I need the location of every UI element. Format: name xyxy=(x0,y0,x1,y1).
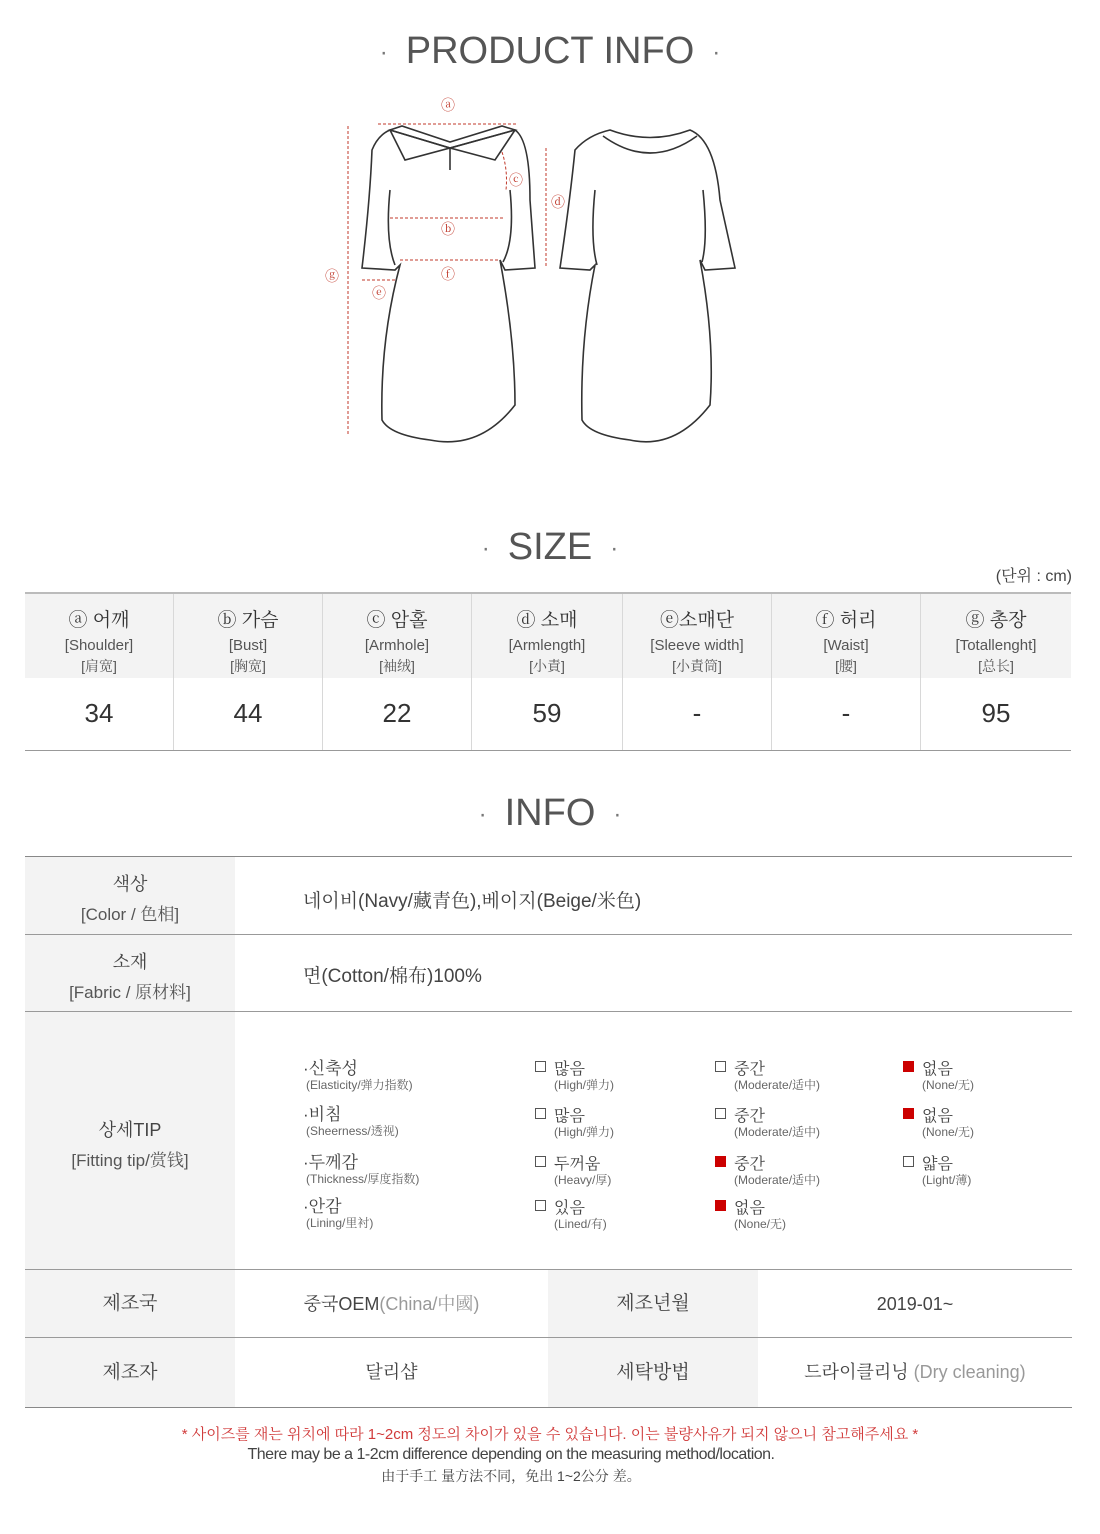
marker-e: ⓔ xyxy=(372,286,386,302)
fabric-value: 면(Cotton/棉布)100% xyxy=(303,966,482,987)
checkbox xyxy=(903,1156,914,1167)
divider xyxy=(322,594,323,750)
checkbox-checked xyxy=(903,1108,914,1119)
tip-thickness-sub: (Thickness/厚度指数) xyxy=(306,1172,420,1186)
notice-korean: * 사이즈를 재는 위치에 따라 1~2cm 정도의 차이가 있을 수 있습니다. 이는 불량사유가 되지 않으니 참고해주세요 * xyxy=(181,1426,919,1443)
marker-d: ⓓ xyxy=(551,195,565,211)
size-value-total-length: 95 xyxy=(981,698,1011,728)
info-title: · INFO · xyxy=(478,792,622,834)
option-sub: (Light/薄) xyxy=(922,1173,972,1187)
tip-elasticity: ·신축성 xyxy=(303,1059,358,1078)
option-sub: (None/无) xyxy=(922,1078,975,1092)
marker-b: ⓑ xyxy=(441,222,455,238)
option-sub: (High/弹力) xyxy=(554,1078,615,1092)
size-value-armlength: 59 xyxy=(532,698,562,728)
info-row-maker-wash xyxy=(25,1338,1072,1407)
marker-g: ⓖ xyxy=(325,269,339,285)
checkbox xyxy=(535,1200,546,1211)
option-label: 없음 xyxy=(922,1108,953,1125)
checkbox-checked xyxy=(715,1200,726,1211)
checkbox xyxy=(715,1061,726,1072)
size-header-armlength: ⓓ 소매 [Armlength] [小責] xyxy=(472,594,622,678)
checkbox-checked xyxy=(903,1061,914,1072)
divider xyxy=(920,594,921,750)
size-value-shoulder: 34 xyxy=(84,698,114,728)
tip-label-sub: [Fitting tip/赏钱] xyxy=(71,1151,189,1170)
divider xyxy=(622,594,623,750)
wash-label: 세탁방법 xyxy=(548,1338,758,1407)
fabric-label: 소재 xyxy=(112,952,148,972)
checkbox xyxy=(535,1156,546,1167)
tip-label-cell xyxy=(25,1012,235,1269)
size-header-bust: ⓑ 가슴 [Bust] [胸宽] xyxy=(174,594,322,678)
info-row-fabric xyxy=(25,935,1072,1012)
option-label: 많음 xyxy=(554,1108,585,1125)
size-header-armhole: ⓒ 암홀 [Armhole] [袖绒] xyxy=(323,594,471,678)
checkbox xyxy=(535,1061,546,1072)
option-label: 있음 xyxy=(554,1200,585,1217)
option-label: 얇음 xyxy=(922,1156,953,1173)
option-sub: (Moderate/适中) xyxy=(734,1173,821,1187)
product-info-title: · PRODUCT INFO · xyxy=(379,30,721,72)
marker-a: ⓐ xyxy=(441,98,455,114)
option-label: 두꺼움 xyxy=(554,1156,601,1173)
maker-value: 달리샵 xyxy=(365,1362,418,1382)
info-row-fitting-tip xyxy=(25,1012,1072,1270)
checkbox xyxy=(535,1108,546,1119)
size-header-sleeve-width: ⓔ소매단 [Sleeve width] [小責筒] xyxy=(623,594,771,678)
tip-sheerness-sub: (Sheerness/透视) xyxy=(306,1124,399,1138)
date-label: 제조년월 xyxy=(548,1270,758,1337)
option-label: 중간 xyxy=(734,1156,765,1173)
option-sub: (None/无) xyxy=(734,1217,787,1231)
unit-label: (단위 : cm) xyxy=(995,568,1072,585)
info-row-country-date xyxy=(25,1270,1072,1338)
maker-label: 제조자 xyxy=(25,1338,235,1407)
option-label: 없음 xyxy=(734,1200,765,1217)
dress-measurement-diagram xyxy=(310,90,770,460)
info-table xyxy=(25,856,1072,1408)
divider xyxy=(471,594,472,750)
fabric-label-sub: [Fabric / 原材料] xyxy=(69,983,191,1002)
option-sub: (Moderate/适中) xyxy=(734,1125,821,1139)
notice-english: There may be a 1-2cm difference depending on the measuring method/location. xyxy=(247,1446,775,1463)
tip-elasticity-sub: (Elasticity/弹力指数) xyxy=(306,1078,413,1092)
country-value: 중국OEM(China/中國) xyxy=(303,1294,480,1314)
checkbox xyxy=(715,1108,726,1119)
option-label: 많음 xyxy=(554,1061,585,1078)
date-value: 2019-01~ xyxy=(876,1294,954,1314)
option-label: 중간 xyxy=(734,1061,765,1078)
color-label: 색상 xyxy=(112,874,148,894)
fabric-label-cell xyxy=(25,935,235,1011)
option-sub: (High/弹力) xyxy=(554,1125,615,1139)
tip-sheerness: ·비침 xyxy=(303,1105,342,1124)
checkbox-checked xyxy=(715,1156,726,1167)
marker-f: ⓕ xyxy=(441,267,455,283)
size-table xyxy=(25,592,1071,751)
option-label: 중간 xyxy=(734,1108,765,1125)
size-header-total-length: ⓖ 총장 [Totallenght] [总长] xyxy=(921,594,1071,678)
country-label: 제조국 xyxy=(25,1270,235,1337)
size-header-waist: ⓕ 허리 [Waist] [腰] xyxy=(772,594,920,678)
marker-c: ⓒ xyxy=(509,173,523,189)
color-label-cell xyxy=(25,857,235,934)
option-sub: (None/无) xyxy=(922,1125,975,1139)
size-value-armhole: 22 xyxy=(382,698,412,728)
back-dress-outline xyxy=(560,130,735,442)
tip-thickness: ·두께감 xyxy=(303,1153,358,1172)
tip-lining: ·안감 xyxy=(303,1197,342,1216)
option-sub: (Heavy/厚) xyxy=(554,1173,612,1187)
option-sub: (Moderate/适中) xyxy=(734,1078,821,1092)
size-header-shoulder: ⓐ 어깨 [Shoulder] [肩宽] xyxy=(25,594,173,678)
notice-chinese: 由于手工 量方法不同，免出 1~2公分 差。 xyxy=(381,1468,641,1484)
divider xyxy=(173,594,174,750)
size-value-waist: - xyxy=(841,698,851,728)
wash-value: 드라이클리닝 (Dry cleaning) xyxy=(804,1362,1026,1382)
size-value-sleeve-width: - xyxy=(692,698,702,728)
option-sub: (Lined/有) xyxy=(554,1217,607,1231)
color-value: 네이비(Navy/藏青色),베이지(Beige/米色) xyxy=(303,891,642,912)
divider xyxy=(771,594,772,750)
color-label-sub: [Color / 色相] xyxy=(80,905,180,924)
tip-lining-sub: (Lining/里衬) xyxy=(306,1216,374,1230)
option-label: 없음 xyxy=(922,1061,953,1078)
info-row-color xyxy=(25,857,1072,935)
tip-label: 상세TIP xyxy=(98,1120,162,1140)
size-title: · SIZE · xyxy=(481,526,619,568)
size-value-bust: 44 xyxy=(233,698,263,728)
